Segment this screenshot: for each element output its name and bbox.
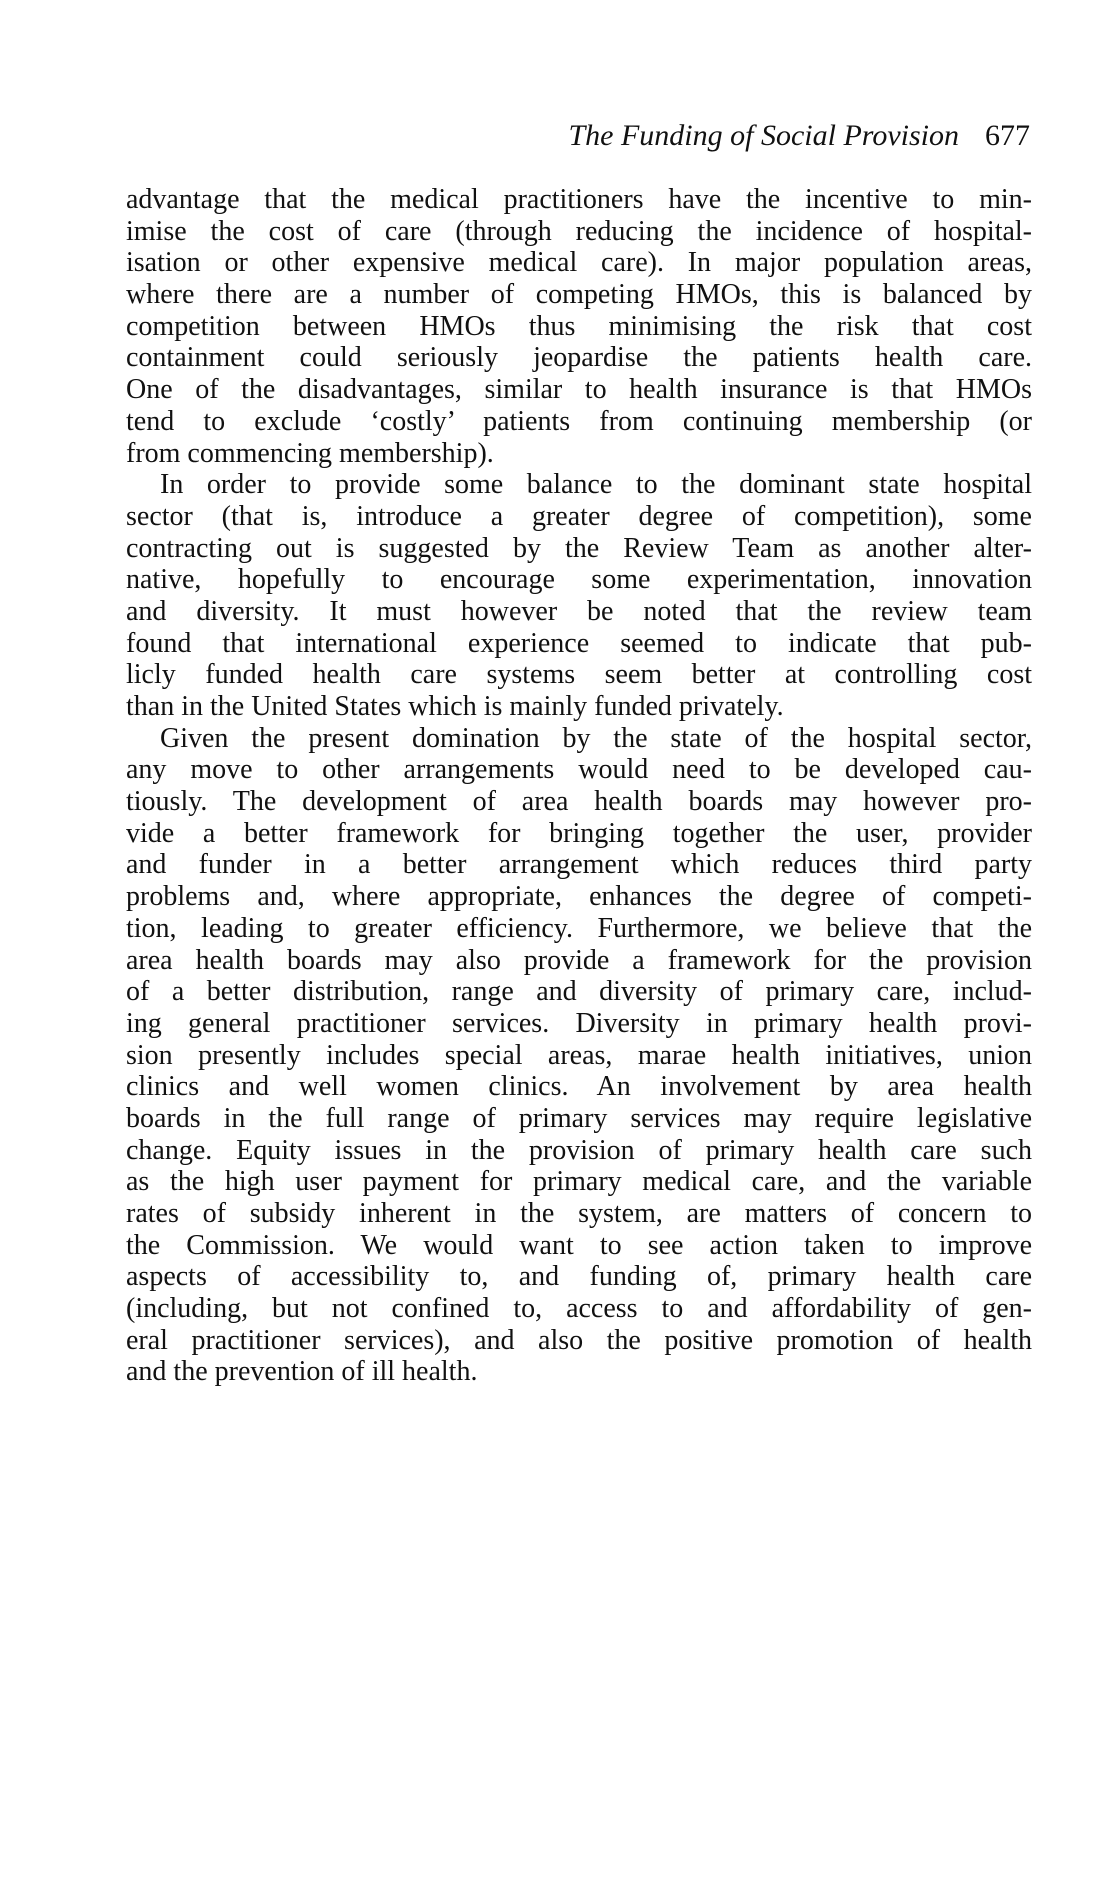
text-line: Given the present domination by the state of the hospital sector,: [160, 722, 1032, 754]
text-line: boards in the full range of primary services may require legislative: [126, 1102, 1032, 1134]
text-line: found that international experience seemed to indicate that pub-: [126, 627, 1032, 659]
text-line: and funder in a better arrangement which reduces third party: [126, 849, 1032, 881]
running-title: The Funding of Social Provision: [568, 119, 959, 152]
text-line: of a better distribution, range and diversity of primary care, includ-: [126, 976, 1032, 1008]
text-line: licly funded health care systems seem better at controlling cost: [126, 659, 1032, 691]
text-line: tion, leading to greater efficiency. Furthermore, we believe that the: [126, 912, 1032, 944]
text-line: (including, but not confined to, access to and affordability of gen-: [126, 1293, 1032, 1325]
text-line: advantage that the medical practitioners have the incentive to min-: [126, 184, 1032, 215]
text-line: tiously. The development of area health boards may however pro-: [126, 786, 1032, 818]
text-line: competition between HMOs thus minimising the risk that cost: [126, 310, 1032, 342]
text-line: from commencing membership).: [126, 437, 494, 469]
text-line: problems and, where appropriate, enhances the degree of competi-: [126, 881, 1032, 913]
text-line: sion presently includes special areas, marae health initiatives, union: [126, 1039, 1032, 1071]
text-line: as the high user payment for primary medical care, and the variable: [126, 1166, 1032, 1198]
text-line: vide a better framework for bringing together the user, provider: [126, 817, 1032, 849]
text-line: isation or other expensive medical care). In major population areas,: [126, 247, 1032, 279]
text-line: contracting out is suggested by the Review Team as another alter-: [126, 532, 1032, 564]
text-line: than in the United States which is mainly funded privately.: [126, 691, 784, 722]
text-line: ing general practitioner services. Diversity in primary health provi-: [126, 1007, 1032, 1039]
text-line: aspects of accessibility to, and funding of, primary health care: [126, 1261, 1032, 1293]
text-line: and diversity. It must however be noted that the review team: [126, 595, 1032, 627]
text-line: the Commission. We would want to see action taken to improve: [126, 1229, 1032, 1261]
text-line: where there are a number of competing HMOs, this is balanced by: [126, 279, 1032, 311]
text-line: sector (that is, introduce a greater degree of competition), some: [126, 500, 1032, 532]
page-number: 677: [985, 119, 1030, 152]
body-text: [126, 184, 1032, 1388]
text-line: and the prevention of ill health.: [126, 1356, 478, 1388]
text-line: rates of subsidy inherent in the system, are matters of concern to: [126, 1198, 1032, 1229]
running-header: [568, 118, 1030, 154]
paragraph: [126, 184, 1032, 469]
text-line: clinics and well women clinics. An involvement by area health: [126, 1071, 1032, 1103]
paragraph: [126, 723, 1032, 1388]
text-line: tend to exclude ‘costly’ patients from continuing membership (or: [126, 405, 1032, 437]
text-line: area health boards may also provide a framework for the provision: [126, 944, 1032, 976]
text-line: One of the disadvantages, similar to health insurance is that HMOs: [126, 374, 1032, 406]
text-line: imise the cost of care (through reducing the incidence of hospital-: [126, 215, 1032, 247]
text-line: native, hopefully to encourage some experimentation, innovation: [126, 564, 1032, 596]
text-line: In order to provide some balance to the dominant state hospital: [160, 469, 1032, 501]
paragraph: [126, 469, 1032, 723]
text-line: containment could seriously jeopardise the patients health care.: [126, 342, 1032, 374]
text-line: change. Equity issues in the provision of primary health care such: [126, 1134, 1032, 1166]
text-line: any move to other arrangements would need to be developed cau-: [126, 754, 1032, 786]
text-line: eral practitioner services), and also the positive promotion of health: [126, 1324, 1032, 1356]
